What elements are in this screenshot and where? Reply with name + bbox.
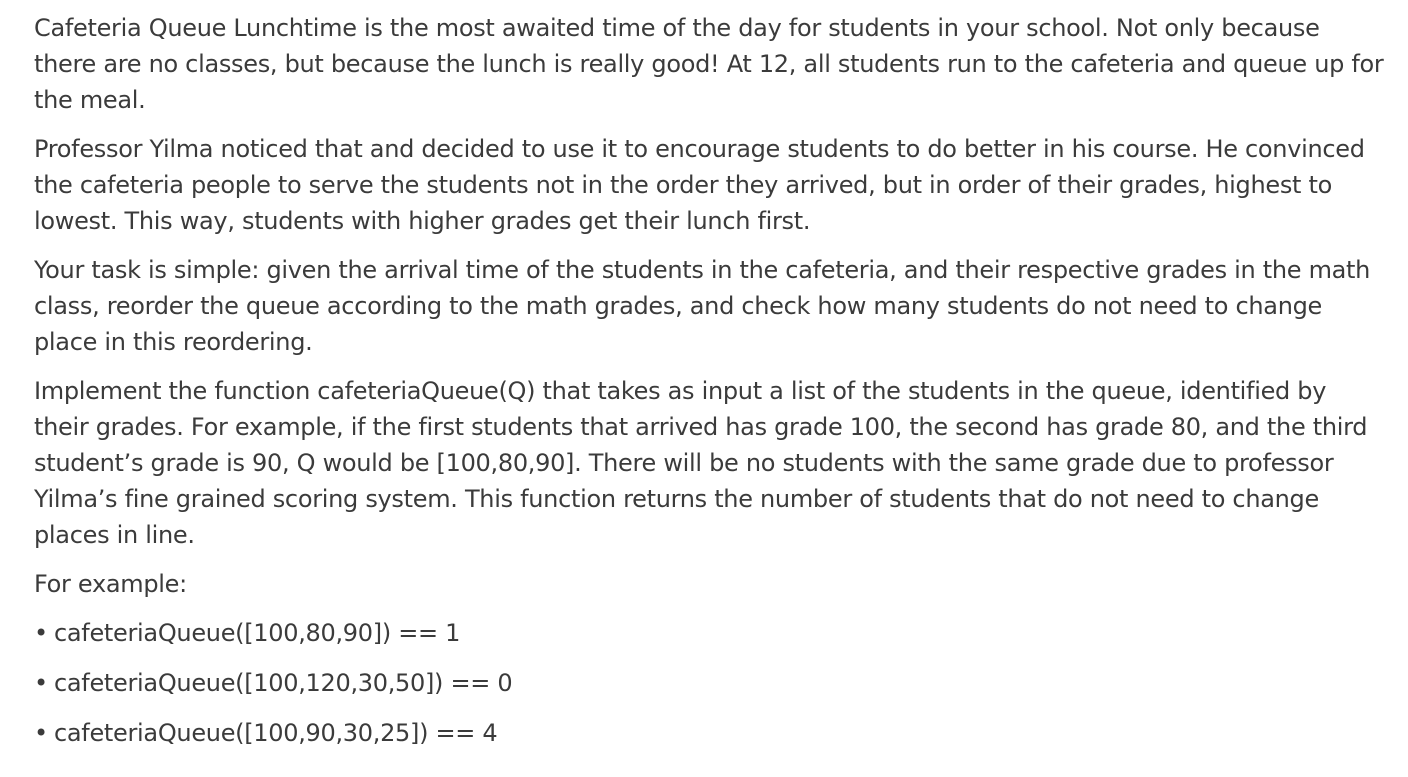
list-item [34,715,1384,751]
bullet-icon: • [34,719,48,747]
example-label: For example: [34,570,187,598]
example-text: cafeteriaQueue([100,120,30,50]) == 0 [54,669,513,697]
paragraph-function-spec: Implement the function cafeteriaQueue(Q) that takes as input a list of the students in the queue, identified by their grades. For example, if the first students that arrived has grade 100, the second has grade 80, and the third student’s grade is 90, Q would be [100,80,90]. There will be no students with the same grade due to professor Yilma’s fine grained scoring system. This function returns the number of students that do not need to change places in line. [34,377,1368,549]
list-item [34,665,1384,701]
bullet-icon: • [34,669,48,697]
paragraph-task: Your task is simple: given the arrival time of the students in the cafeteria, and their respective grades in the math class, reorder the queue according to the math grades, and check how many students do not need to change place in this reordering. [34,256,1371,356]
examples-list [34,615,1384,751]
paragraph-intro: Cafeteria Queue Lunchtime is the most awaited time of the day for students in your school. Not only because there are no classes, but because the lunch is really good! At 12, all students run to the cafeteria and queue up for the meal. [34,14,1384,114]
bullet-icon: • [34,619,48,647]
problem-statement [34,10,1384,765]
example-text: cafeteriaQueue([100,90,30,25]) == 4 [54,719,498,747]
example-text: cafeteriaQueue([100,80,90]) == 1 [54,619,461,647]
paragraph-professor: Professor Yilma noticed that and decided to use it to encourage students to do better in his course. He convinced the cafeteria people to serve the students not in the order they arrived, but in order of their grades, highest to lowest. This way, students with higher grades get their lunch first. [34,135,1365,235]
list-item [34,615,1384,651]
